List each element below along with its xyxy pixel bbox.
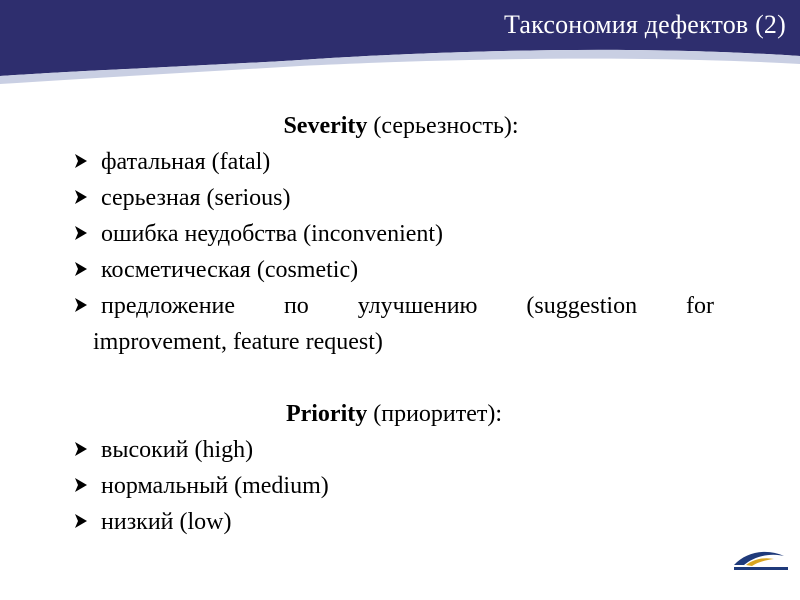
- list-item: [74, 252, 714, 288]
- slide-content: [74, 108, 714, 540]
- severity-item-text: фатальная (fatal): [101, 149, 271, 175]
- priority-heading: [74, 396, 714, 432]
- page-title: Таксономия дефектов (2): [503, 10, 786, 39]
- severity-list: [74, 144, 714, 360]
- section-spacer: [74, 360, 714, 396]
- severity-item-text: [93, 288, 714, 360]
- list-item: [74, 504, 714, 540]
- priority-heading-bold: Priority: [285, 401, 368, 427]
- arrow-bullet-icon: [74, 144, 101, 180]
- list-item: [74, 180, 714, 216]
- severity-item-text: косметическая (cosmetic): [101, 257, 359, 283]
- arrow-bullet-icon: [74, 432, 101, 468]
- arrow-bullet-icon: [74, 216, 101, 252]
- arrow-bullet-icon: [74, 468, 101, 504]
- severity-heading: [74, 108, 714, 144]
- arrow-bullet-icon: [74, 180, 101, 216]
- list-item: [74, 216, 714, 252]
- severity-heading-rest: (серьезность):: [367, 113, 519, 139]
- severity-wrap-line1: предложение по улучшению (suggestion for: [101, 293, 714, 319]
- priority-item-text: нормальный (medium): [101, 473, 329, 499]
- list-item: [74, 468, 714, 504]
- arrow-bullet-icon: [74, 252, 101, 288]
- severity-item-text: ошибка неудобства (inconvenient): [101, 221, 444, 247]
- priority-item-text: низкий (low): [101, 509, 232, 535]
- list-item: [74, 288, 714, 360]
- severity-heading-bold: Severity: [283, 113, 368, 139]
- arrow-bullet-icon: [74, 504, 101, 540]
- severity-item-text: серьезная (serious): [101, 185, 291, 211]
- priority-item-text: высокий (high): [101, 437, 254, 463]
- header-banner: [0, 0, 800, 90]
- swoosh-logo-icon: [732, 548, 790, 577]
- severity-wrap-line2: improvement, feature request): [93, 329, 383, 355]
- priority-list: [74, 432, 714, 540]
- priority-heading-rest: (приоритет):: [367, 401, 503, 427]
- list-item: [74, 432, 714, 468]
- list-item: [74, 144, 714, 180]
